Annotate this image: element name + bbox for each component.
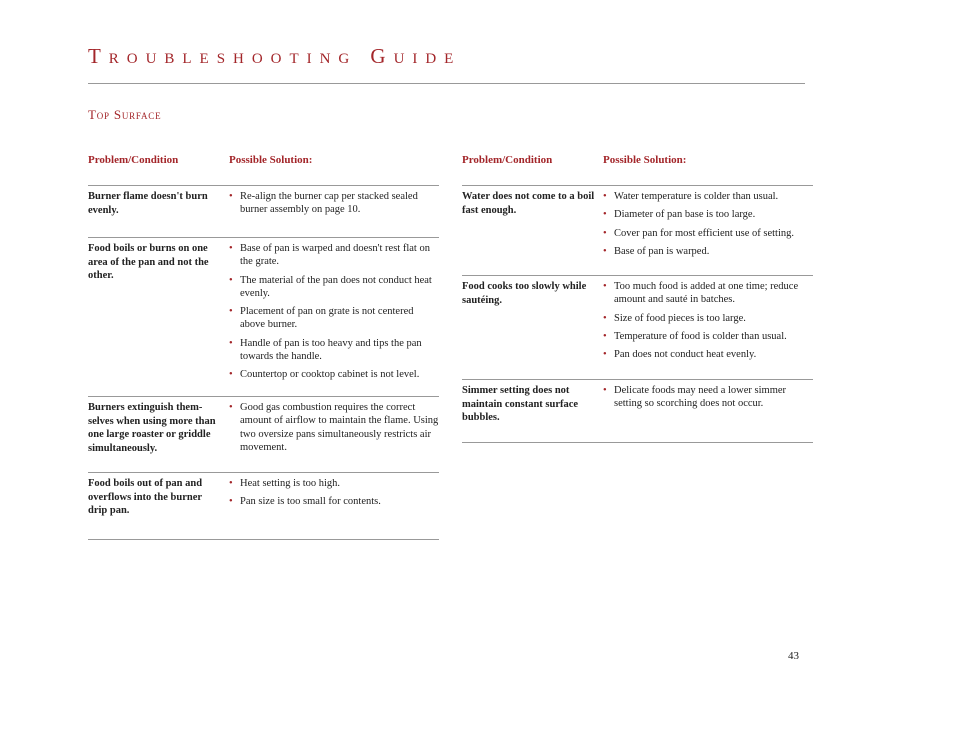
table-row xyxy=(88,473,439,540)
title-rule xyxy=(88,83,805,84)
problem-text: Food boils out of pan and overflows into the burner drip pan. xyxy=(88,478,203,516)
problem-text: Burner flame doesn't burn evenly. xyxy=(88,191,208,216)
solution-item: • The material of the pan does not conduct heat evenly. xyxy=(229,274,439,301)
solution-item: • Water temperature is colder than usual. xyxy=(603,190,813,203)
solution-item: • Temperature of food is colder than usual. xyxy=(603,330,813,343)
problem-text: Food cooks too slowly while sautéing. xyxy=(462,281,587,306)
problem-column-header: Problem/Condition xyxy=(88,154,179,166)
page-number: 43 xyxy=(788,650,799,662)
solution-item: • Good gas combustion requires the correct amount of airflow to maintain the flame. Using two oversize pans simultaneously restricts air movement. xyxy=(229,401,439,454)
table-row xyxy=(462,380,813,443)
left-table-header xyxy=(88,154,439,186)
table-row xyxy=(462,186,813,276)
solution-item: • Diameter of pan base is too large. xyxy=(603,208,813,221)
solution-item: • Delicate foods may need a lower simmer setting so scorching does not occur. xyxy=(603,384,813,411)
solution-item: • Base of pan is warped. xyxy=(603,245,813,258)
solution-column-header: Possible Solution: xyxy=(603,154,687,166)
solution-item: • Too much food is added at one time; reduce amount and sauté in batches. xyxy=(603,280,813,307)
left-table xyxy=(88,154,439,540)
solution-item: • Size of food pieces is too large. xyxy=(603,312,813,325)
problem-text: Burners extinguish them-selves when using more than one large roaster or griddle simultaneously. xyxy=(88,402,216,454)
page-title: Troubleshooting Guide xyxy=(88,44,462,68)
problem-text: Water does not come to a boil fast enough. xyxy=(462,191,595,216)
problem-column-header: Problem/Condition xyxy=(462,154,553,166)
solution-column-header: Possible Solution: xyxy=(229,154,313,166)
solution-item: • Countertop or cooktop cabinet is not level. xyxy=(229,368,439,381)
table-row xyxy=(88,186,439,238)
solution-item: • Cover pan for most efficient use of setting. xyxy=(603,227,813,240)
solution-item: • Handle of pan is too heavy and tips the pan towards the handle. xyxy=(229,337,439,364)
solution-item: • Pan does not conduct heat evenly. xyxy=(603,348,813,361)
table-row xyxy=(462,276,813,380)
table-row xyxy=(88,397,439,473)
solution-item: • Heat setting is too high. xyxy=(229,477,439,490)
solution-item: • Pan size is too small for contents. xyxy=(229,495,439,508)
section-heading: Top Surface xyxy=(88,107,162,122)
table-row xyxy=(88,238,439,397)
problem-text: Food boils or burns on one area of the pan and not the other. xyxy=(88,243,209,281)
solution-item: • Base of pan is warped and doesn't rest flat on the grate. xyxy=(229,242,439,269)
solution-item: • Placement of pan on grate is not centered above burner. xyxy=(229,305,439,332)
right-table xyxy=(462,154,813,443)
problem-text: Simmer setting does not maintain constant surface bubbles. xyxy=(462,385,579,423)
solution-item: • Re-align the burner cap per stacked sealed burner assembly on page 10. xyxy=(229,190,439,217)
right-table-header xyxy=(462,154,813,186)
